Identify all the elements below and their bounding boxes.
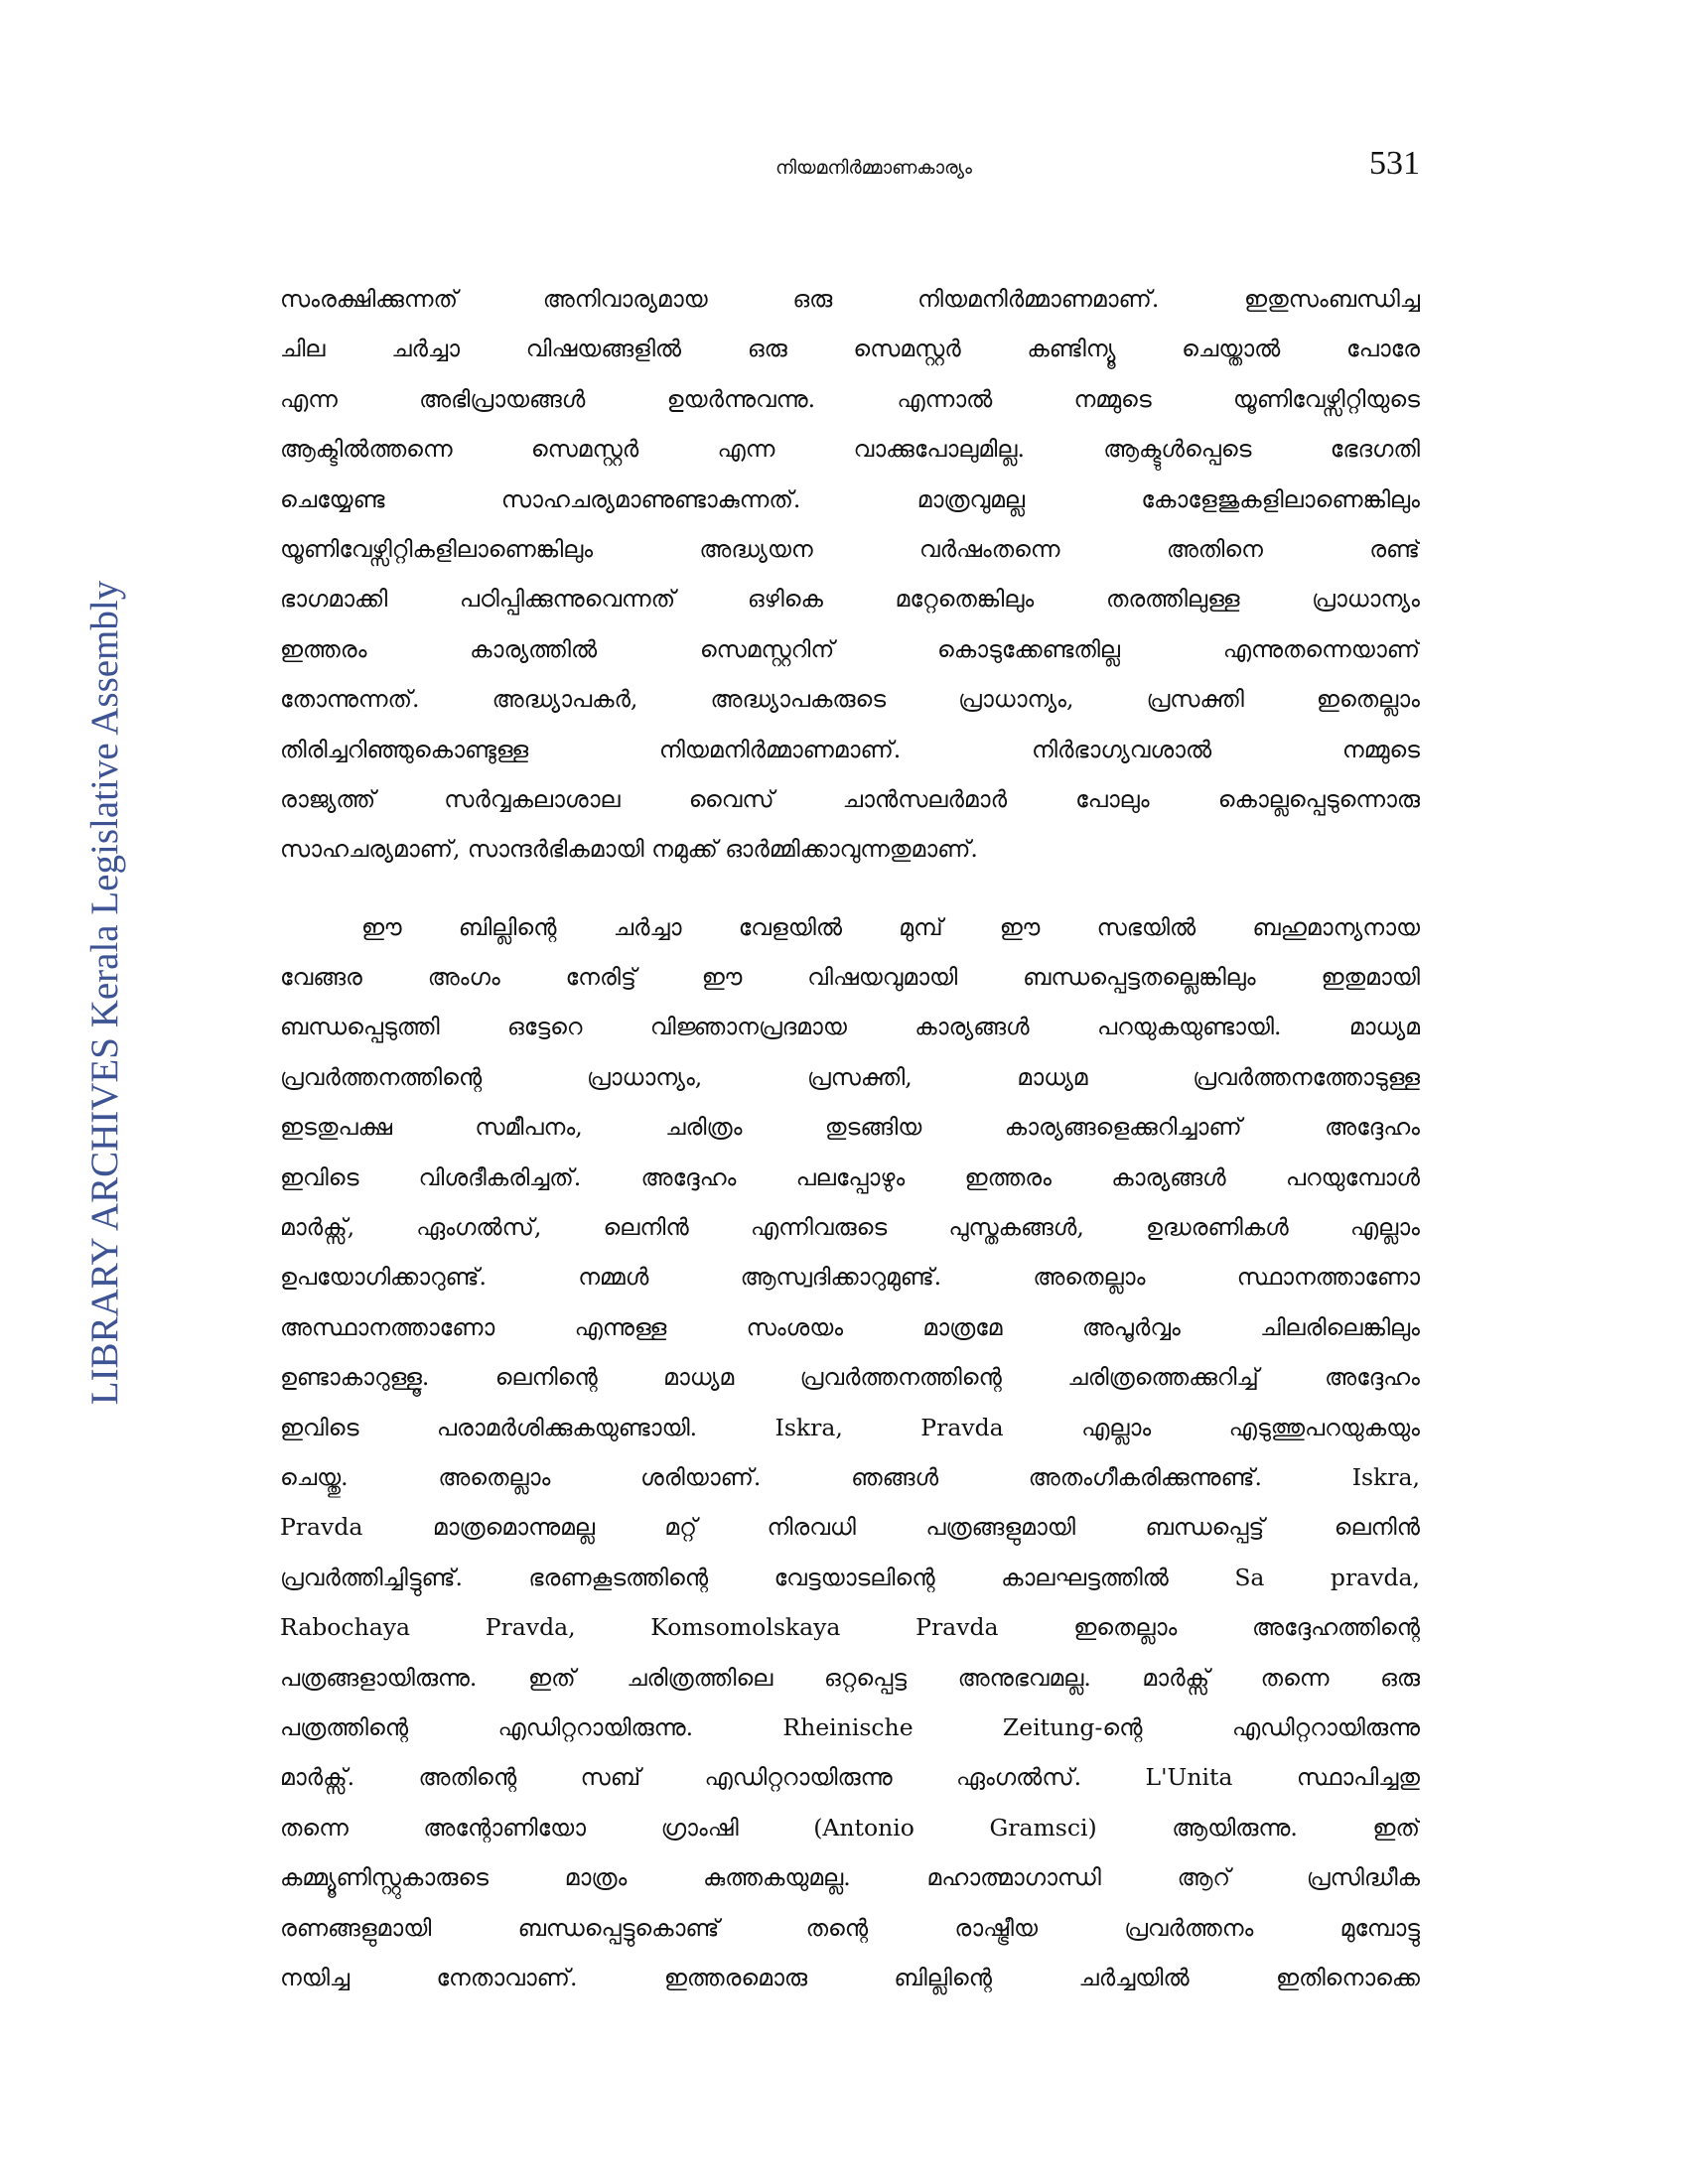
text-line: സംരക്ഷിക്കുന്നത് അനിവാര്യമായ ഒരു നിയമനിർമ്മാണമാണ്. ഇതുസംബന്ധിച്ച [280,285,1420,313]
text-line: മാർക്സ്, ഏംഗൽസ്, ലെനിൻ എന്നിവരുടെ പുസ്തകങ്ങൾ, ഉദ്ധരണികൾ എല്ലാം [280,1213,1420,1242]
text-line: തിരിച്ചറിഞ്ഞുകൊണ്ടുള്ള നിയമനിർമ്മാണമാണ്. നിർഭാഗ്യവശാൽ നമ്മുടെ [280,735,1420,763]
text-line: Rabochaya Pravda, Komsomolskaya Pravda ഇതെല്ലാം അദ്ദേഹത്തിന്റെ [280,1613,1420,1642]
text-line: വേങ്ങര അംഗം നേരിട്ട് ഈ വിഷയവുമായി ബന്ധപ്പെട്ടതല്ലെങ്കിലും ഇതുമായി [280,963,1420,992]
text-line: പ്രവർത്തിച്ചിട്ടുണ്ട്. ഭരണകൂടത്തിന്റെ വേട്ടയാടലിന്റെ കാലഘട്ടത്തിൽ Sa pravda, [280,1563,1420,1591]
text-line: ആക്ടിൽത്തന്നെ സെമസ്റ്റർ എന്ന വാക്കുപോലുമില്ല. ആക്ടുൾപ്പെടെ ഭേദഗതി [280,435,1420,464]
text-line: ഇടതുപക്ഷ സമീപനം, ചരിത്രം തുടങ്ങിയ കാര്യങ്ങളെക്കുറിച്ചാണ് അദ്ദേഹം [280,1113,1420,1142]
text-line: പ്രവർത്തനത്തിന്റെ പ്രാധാന്യം, പ്രസക്തി, മാധ്യമ പ്രവർത്തനത്തോടുള്ള [280,1062,1420,1091]
running-title: നിയമനിർമ്മാണകാര്യം [775,157,972,179]
text-line: യൂണിവേഴ്സിറ്റികളിലാണെങ്കിലും അദ്ധ്യയന വർഷംതന്നെ അതിനെ രണ്ട് [280,534,1420,563]
page-number: 531 [1369,145,1420,182]
text-line: ഇവിടെ പരാമർശിക്കുകയുണ്ടായി. Iskra, Pravda എല്ലാം എടുത്തുപറയുകയും [280,1413,1420,1441]
text-line: ബന്ധപ്പെടുത്തി ഒട്ടേറെ വിജ്ഞാനപ്രദമായ കാര്യങ്ങൾ പറയുകയുണ്ടായി. മാധ്യമ [280,1013,1420,1041]
text-line: കമ്മ്യൂണിസ്റ്റുകാരുടെ മാത്രം കുത്തകയുമല്ല. മഹാത്മാഗാന്ധി ആറ് പ്രസിദ്ധീക [280,1863,1420,1892]
paragraph-2 [280,902,1420,2003]
text-line: ഇത്തരം കാര്യത്തിൽ സെമസ്റ്ററിന് കൊടുക്കേണ്ടതില്ല എന്നുതന്നെയാണ് [280,634,1420,663]
paragraph-1 [280,274,1420,875]
text-line: ഉപയോഗിക്കാറുണ്ട്. നമ്മൾ ആസ്വദിക്കാറുമുണ്ട്. അതെല്ലാം സ്ഥാനത്താണോ [280,1263,1420,1292]
text-line: രണങ്ങളുമായി ബന്ധപ്പെട്ടുകൊണ്ട് തന്റെ രാഷ്ട്രീയ പ്രവർത്തനം മുമ്പോട്ടു [280,1913,1420,1942]
text-line: ഇവിടെ വിശദീകരിച്ചത്. അദ്ദേഹം പലപ്പോഴും ഇത്തരം കാര്യങ്ങൾ പറയുമ്പോൾ [280,1162,1420,1191]
text-line: ഭാഗമാക്കി പഠിപ്പിക്കുന്നുവെന്നത് ഒഴികെ മറ്റേതെങ്കിലും തരത്തിലുള്ള പ്രാധാന്യം [280,585,1420,614]
text-line: പത്രത്തിന്റെ എഡിറ്ററായിരുന്നു. Rheinische Zeitung-ന്റെ എഡിറ്ററായിരുന്നു [280,1712,1420,1741]
body-text [280,274,1420,2002]
text-line: നയിച്ച നേതാവാണ്. ഇത്തരമൊരു ബില്ലിന്റെ ചർച്ചയിൽ ഇതിനൊക്കെ [280,1963,1420,1991]
text-line: സാഹചര്യമാണ്, സാന്ദർഭികമായി നമുക്ക് ഓർമ്മിക്കാവുന്നതുമാണ്. [280,835,978,864]
text-line: എന്ന അഭിപ്രായങ്ങൾ ഉയർന്നുവന്നു. എന്നാൽ നമ്മുടെ യൂണിവേഴ്സിറ്റിയുടെ [280,384,1420,413]
text-line: Pravda മാത്രമൊന്നുമല്ല മറ്റ് നിരവധി പത്രങ്ങളുമായി ബന്ധപ്പെട്ട് ലെനിൻ [280,1513,1420,1542]
text-line: ചെയ്തു. അതെല്ലാം ശരിയാണ്. ഞങ്ങൾ അതംഗീകരിക്കുന്നുണ്ട്. Iskra, [280,1462,1420,1491]
text-line: രാജ്യത്ത് സർവ്വകലാശാല വൈസ് ചാൻസലർമാർ പോലും കൊല്ലപ്പെടുന്നൊരു [280,784,1420,813]
text-line: തന്നെ അന്റോണിയോ ഗ്രാംഷി (Antonio Gramsci) ആയിരുന്നു. ഇത് [280,1813,1420,1842]
text-line: ഈ ബില്ലിന്റെ ചർച്ചാ വേളയിൽ മുമ്പ് ഈ സഭയിൽ ബഹുമാന്യനായ [361,912,1420,941]
text-line: ചെയ്യേണ്ട സാഹചര്യമാണുണ്ടാകുന്നത്. മാത്രവുമല്ല കോളേജുകളിലാണെങ്കിലും [280,484,1420,513]
text-line: ചില ചർച്ചാ വിഷയങ്ങളിൽ ഒരു സെമസ്റ്റർ കണ്ടിന്യൂ ചെയ്താൽ പോരേ [280,335,1420,363]
text-line: അസ്ഥാനത്താണോ എന്നുള്ള സംശയം മാത്രമേ അപൂർവ്വം ചിലരിലെങ്കിലും [280,1312,1420,1341]
library-archives-watermark: LIBRARY ARCHIVES Kerala Legislative Assembly [83,580,126,1406]
text-line: മാർക്സ്. അതിന്റെ സബ് എഡിറ്ററായിരുന്നു ഏംഗൽസ്. L'Unita സ്ഥാപിച്ചതു [280,1763,1420,1792]
text-line: പത്രങ്ങളായിരുന്നു. ഇത് ചരിത്രത്തിലെ ഒറ്റപ്പെട്ട അനുഭവമല്ല. മാർക്സ് തന്നെ ഒരു [280,1663,1420,1692]
text-line: തോന്നുന്നത്. അദ്ധ്യാപകർ, അദ്ധ്യാപകരുടെ പ്രാധാന്യം, പ്രസക്തി ഇതെല്ലാം [280,685,1420,714]
text-line: ഉണ്ടാകാറുള്ളൂ. ലെനിന്റെ മാധ്യമ പ്രവർത്തനത്തിന്റെ ചരിത്രത്തെക്കുറിച്ച് അദ്ദേഹം [280,1363,1420,1392]
